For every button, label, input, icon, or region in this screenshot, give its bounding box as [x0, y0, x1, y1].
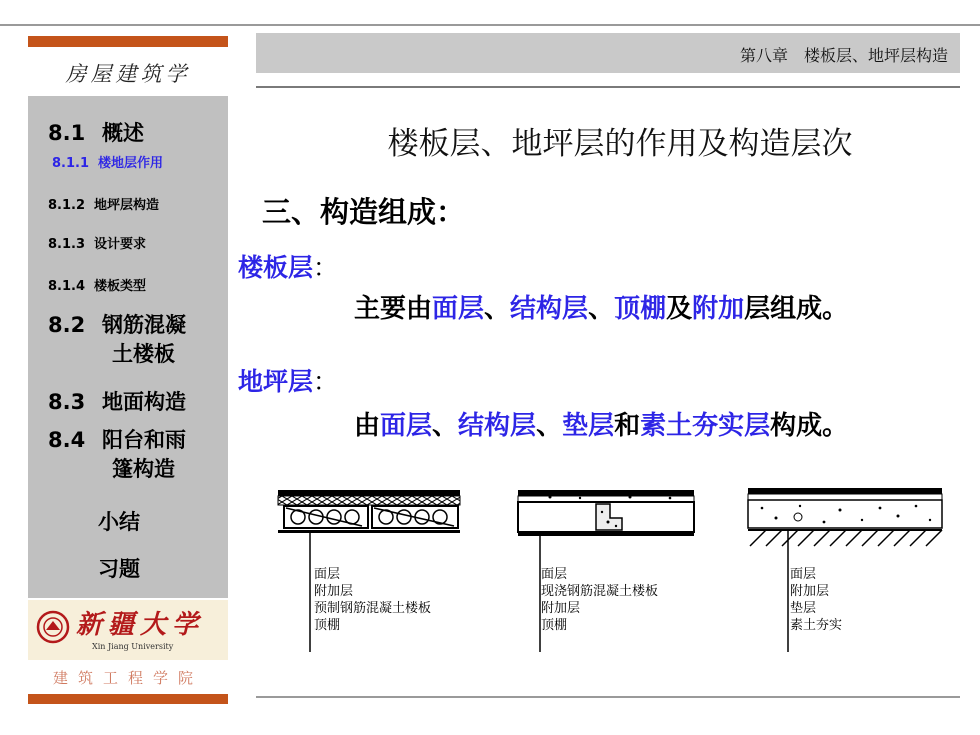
diagram-2-legend: 面层 现浇钢筋混凝土楼板 附加层 顶棚 — [541, 567, 659, 633]
university-emblem-icon — [36, 610, 70, 644]
nav-item-8-1-4[interactable] — [48, 278, 146, 296]
nav-item-8-1-1[interactable] — [52, 155, 163, 173]
nav-label: 阳台和雨 篷构造 — [102, 428, 186, 481]
nav-label: 设计要求 — [94, 237, 147, 252]
nav-item-8-2[interactable] — [48, 311, 186, 369]
university-logo — [28, 600, 228, 660]
university-name: 新疆大学 — [76, 610, 205, 640]
nav-label: 地坪层构造 — [94, 198, 160, 213]
nav-label: 楼地层作用 — [98, 156, 164, 171]
nav-label: 楼板类型 — [94, 279, 147, 294]
nav-number: 8.1.2 — [48, 198, 86, 213]
nav-number: 8.1.3 — [48, 237, 86, 252]
nav-item-8-4[interactable] — [48, 426, 186, 484]
ground-description: 由面层、结构层、垫层和素土夯实层构成。 — [354, 411, 849, 441]
nav-item-summary[interactable]: 小结 — [98, 510, 140, 534]
footer-rule — [256, 696, 960, 698]
floor-description: 主要由面层、结构层、顶棚及附加层组成。 — [354, 294, 849, 324]
course-title: 房屋建筑学 — [28, 55, 228, 93]
header-rule — [256, 86, 960, 88]
slide-title: 楼板层、地坪层的作用及构造层次 — [387, 126, 853, 162]
nav-number: 8.1.4 — [48, 279, 86, 294]
top-rule — [0, 24, 980, 26]
section-subheading: 三、构造组成： — [262, 195, 466, 229]
ground-floor-section-diagram — [740, 484, 950, 654]
floor-label: 楼板层： — [238, 253, 339, 282]
nav-label: 概述 — [102, 121, 144, 145]
nav-number: 8.4 — [48, 428, 86, 452]
nav-item-8-1[interactable] — [48, 119, 144, 148]
college-name: 建筑工程学院 — [28, 664, 228, 692]
ground-label: 地坪层： — [238, 367, 339, 396]
nav-item-8-1-2[interactable] — [48, 197, 159, 215]
nav-item-exercises[interactable]: 习题 — [98, 557, 140, 581]
nav-item-8-3[interactable] — [48, 388, 186, 417]
nav-label: 钢筋混凝 土楼板 — [102, 313, 186, 366]
nav-number: 8.1.1 — [52, 156, 90, 171]
diagram-1-legend: 面层 附加层 预制钢筋混凝土楼板 顶棚 — [314, 567, 432, 633]
university-name-en: Xin Jiang University — [92, 642, 174, 651]
nav-label: 地面构造 — [102, 390, 186, 414]
sidebar-accent-bar — [28, 36, 228, 47]
nav-number: 8.2 — [48, 313, 86, 337]
nav-number: 8.3 — [48, 390, 86, 414]
nav-number: 8.1 — [48, 121, 86, 145]
sidebar-accent-bar-bottom — [28, 694, 228, 704]
diagram-3-legend: 面层 附加层 垫层 素土夯实 — [790, 567, 843, 633]
chapter-header — [256, 33, 960, 73]
nav-item-8-1-3[interactable] — [48, 236, 146, 254]
chapter-title: 第八章 楼板层、地坪层构造 — [739, 46, 948, 65]
